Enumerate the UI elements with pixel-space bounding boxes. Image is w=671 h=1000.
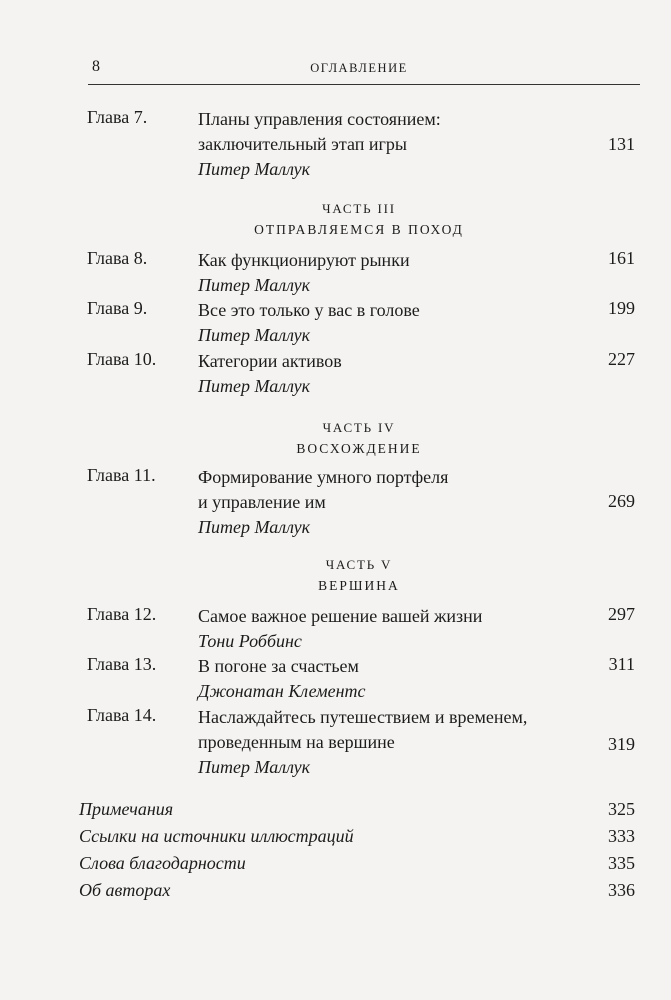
part-name: ВЕРШИНА <box>318 578 400 593</box>
part-number: ЧАСТЬ IV <box>322 420 396 435</box>
part-heading-5 <box>150 555 568 597</box>
chapter-title <box>198 604 482 654</box>
chapter-title-line: Наслаждайтесь путешествием и временем, <box>198 707 528 727</box>
chapter-page-number: 131 <box>608 134 635 154</box>
chapter-page-number: 199 <box>608 298 635 318</box>
chapter-title-line: Самое важное решение вашей жизни <box>198 606 483 626</box>
chapter-page-number: 311 <box>608 654 635 674</box>
chapter-title-line: Планы управления состоянием: <box>198 109 441 129</box>
chapter-author: Питер Маллук <box>198 376 311 396</box>
chapter-title <box>198 349 342 399</box>
chapter-title <box>198 248 410 298</box>
back-matter-title: Слова благодарности <box>79 853 246 873</box>
chapter-label: Глава 11. <box>87 465 156 485</box>
chapter-title <box>198 654 366 704</box>
running-header-title: ОГЛАВЛЕНИЕ <box>310 61 408 75</box>
chapter-page-number: 269 <box>608 491 635 511</box>
part-heading-4 <box>150 418 568 460</box>
chapter-title <box>198 107 441 182</box>
chapter-label: Глава 8. <box>87 248 148 268</box>
chapter-title <box>198 705 527 780</box>
chapter-page-number: 319 <box>608 734 635 754</box>
part-name: ОТПРАВЛЯЕМСЯ В ПОХОД <box>254 222 464 237</box>
chapter-title-line: Все это только у вас в голове <box>198 300 420 320</box>
chapter-page-number: 227 <box>608 349 635 369</box>
part-heading-3 <box>150 199 568 241</box>
chapter-title-line: и управление им <box>198 492 326 512</box>
back-matter-page-number: 336 <box>608 880 635 900</box>
part-number: ЧАСТЬ III <box>322 201 396 216</box>
chapter-label: Глава 13. <box>87 654 157 674</box>
chapter-label: Глава 12. <box>87 604 157 624</box>
chapter-author: Питер Маллук <box>198 757 311 777</box>
chapter-title-line: Категории активов <box>198 351 342 371</box>
chapter-label: Глава 7. <box>87 107 148 127</box>
part-number: ЧАСТЬ V <box>325 557 393 572</box>
chapter-label: Глава 9. <box>87 298 148 318</box>
chapter-title-line: проведенным на вершине <box>198 732 395 752</box>
back-matter-page-number: 333 <box>608 826 635 846</box>
chapter-title <box>198 298 420 348</box>
back-matter-title: Об авторах <box>79 880 171 900</box>
chapter-title <box>198 465 448 540</box>
back-matter-page-number: 335 <box>608 853 635 873</box>
part-name: ВОСХОЖДЕНИЕ <box>296 441 422 456</box>
chapter-author: Питер Маллук <box>198 517 311 537</box>
chapter-title-line: В погоне за счастьем <box>198 656 359 676</box>
chapter-author: Питер Маллук <box>198 325 311 345</box>
chapter-title-line: Как функционируют рынки <box>198 250 410 270</box>
page-number: 8 <box>92 58 100 75</box>
chapter-title-line: Формирование умного портфеля <box>198 467 449 487</box>
chapter-page-number: 161 <box>608 248 635 268</box>
chapter-title-line: заключительный этап игры <box>198 134 407 154</box>
chapter-author: Питер Маллук <box>198 275 311 295</box>
chapter-author: Джонатан Клементс <box>198 681 366 701</box>
chapter-author: Тони Роббинс <box>198 631 302 651</box>
back-matter-page-number: 325 <box>608 799 635 819</box>
chapter-page-number: 297 <box>608 604 635 624</box>
chapter-label: Глава 10. <box>87 349 157 369</box>
back-matter-title: Примечания <box>79 799 174 819</box>
back-matter-title: Ссылки на источники иллюстраций <box>79 826 354 846</box>
chapter-label: Глава 14. <box>87 705 157 725</box>
header-rule <box>88 84 640 85</box>
chapter-author: Питер Маллук <box>198 159 311 179</box>
